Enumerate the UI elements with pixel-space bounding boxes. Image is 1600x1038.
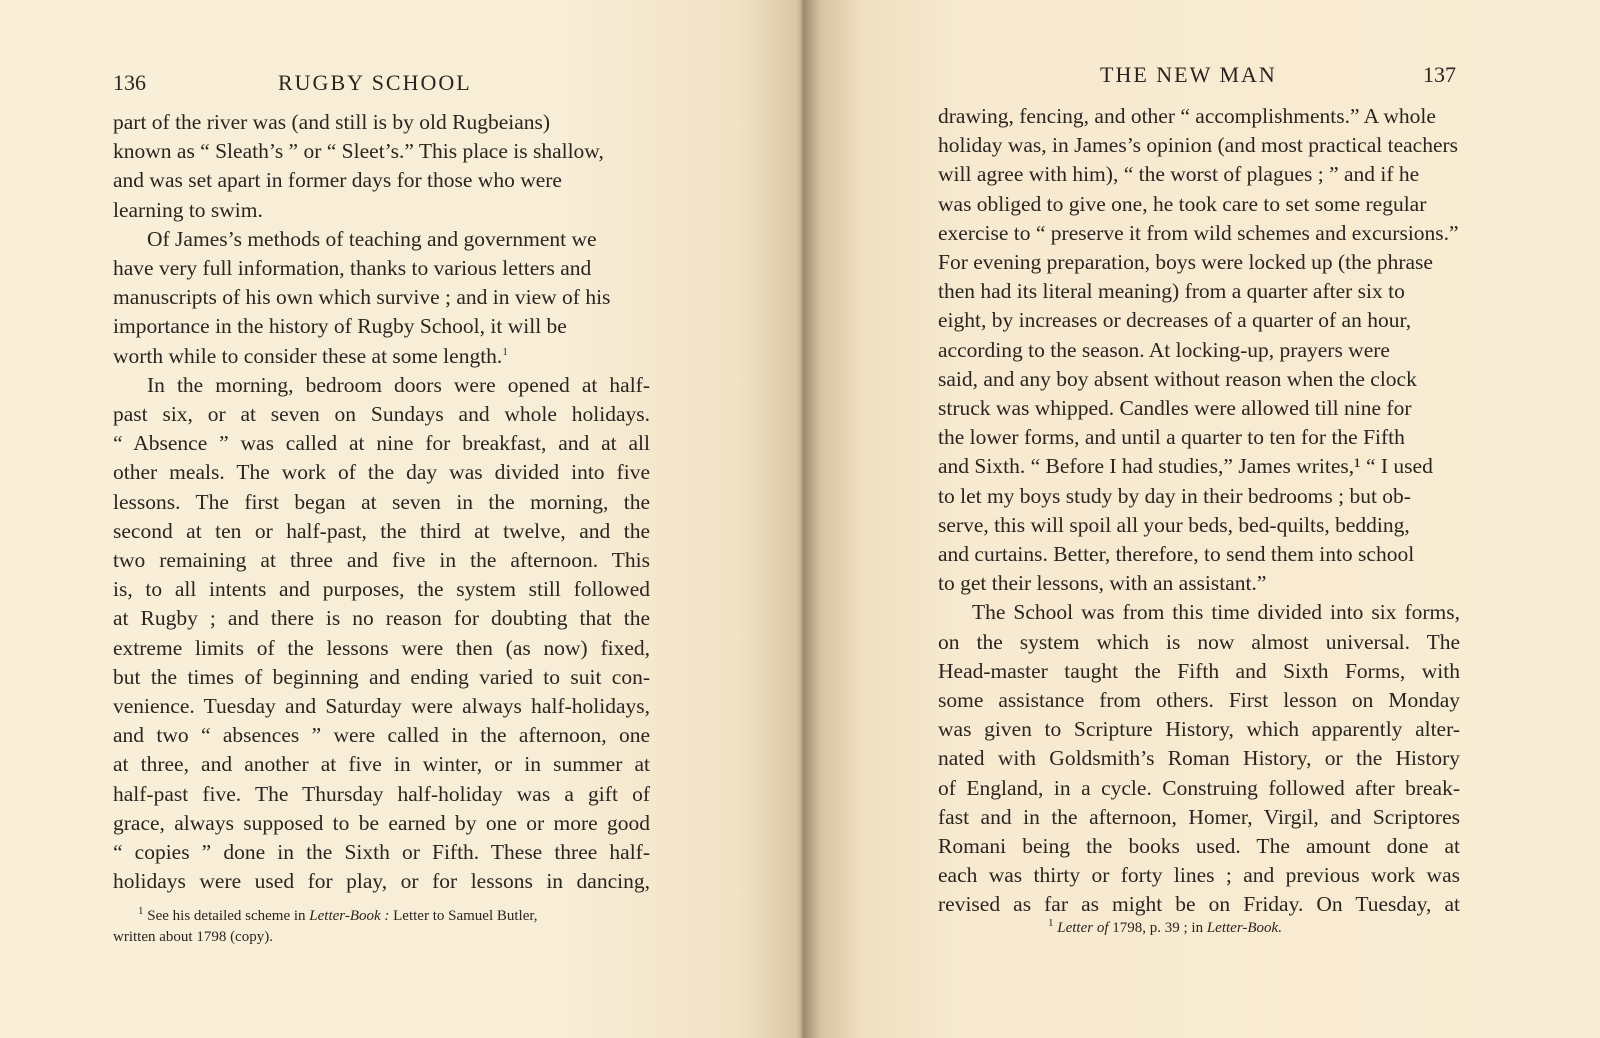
text-line: grace, always supposed to be earned by one or more good <box>113 810 650 835</box>
text-line: In the morning, bedroom doors were opened at half- <box>147 372 650 397</box>
text-line: at Rugby ; and there is no reason for doubting that the <box>113 606 650 631</box>
footnote-marker: 1 <box>1048 917 1054 929</box>
text-line: each was thirty or forty lines ; and previous work was <box>938 863 1460 888</box>
text-line: The School was from this time divided into six forms, <box>972 600 1460 625</box>
footnote-marker: 1 <box>138 905 144 917</box>
text-line: Romani being the books used. The amount done at <box>938 834 1460 859</box>
text-line: eight, by increases or decreases of a quarter of an hour, <box>938 308 1412 333</box>
text-line: manuscripts of his own which survive ; and in view of his <box>113 285 611 310</box>
text-line: part of the river was (and still is by old Rugbeians) <box>113 110 551 134</box>
footnote-text: 1798, p. 39 ; in <box>1108 920 1207 936</box>
text-line: other meals. The work of the day was divided into five <box>113 460 650 485</box>
text-line: have very full information, thanks to various letters and <box>113 256 592 281</box>
text-line: drawing, fencing, and other “ accomplishments.” A whole <box>938 104 1436 128</box>
text-line: two remaining at three and five in the afternoon. This <box>113 548 650 573</box>
text-line: serve, this will spoil all your beds, bed-quilts, bedding, <box>938 512 1410 537</box>
left-paragraph-1 <box>113 108 650 225</box>
left-running-head: RUGBY SCHOOL <box>278 70 472 95</box>
text-line: importance in the history of Rugby School, it will be <box>113 314 567 339</box>
left-body-text <box>113 108 650 896</box>
text-line: of England, in a cycle. Construing followed after break- <box>938 775 1460 800</box>
footnote-italic: Letter-Book : <box>309 908 390 924</box>
text-line: and two “ absences ” were called in the afternoon, one <box>113 723 650 748</box>
left-paragraph-2 <box>113 225 650 371</box>
right-running-head: THE NEW MAN <box>1100 62 1277 87</box>
text-line: holidays were used for play, or for lessons in dancing, <box>113 869 650 894</box>
text-line: exercise to “ preserve it from wild schemes and excursions.” <box>938 220 1459 245</box>
text-line: at three, and another at five in winter, or in summer at <box>113 752 650 777</box>
text-line: was given to Scripture History, which apparently alter- <box>938 717 1460 742</box>
text-line: Head-master taught the Fifth and Sixth Forms, with <box>938 658 1460 683</box>
text-line: lessons. The first began at seven in the morning, the <box>113 489 650 514</box>
text-line: to get their lessons, with an assistant.” <box>938 571 1267 596</box>
footnote-text: Letter to Samuel Butler, <box>389 908 538 924</box>
text-line: known as “ Sleath’s ” or “ Sleet’s.” This place is shallow, <box>113 139 604 164</box>
footnote-italic: Letter of <box>1057 920 1109 936</box>
text-line: said, and any boy absent without reason when the clock <box>938 366 1417 391</box>
text-line: and Sixth. “ Before I had studies,” James writes,¹ “ I used <box>938 454 1433 479</box>
text-line: fast and in the afternoon, Homer, Virgil, and Scriptores <box>938 804 1460 829</box>
text-line: was obliged to give one, he took care to set some regular <box>938 191 1427 216</box>
text-line: holiday was, in James’s opinion (and most practical teachers <box>938 133 1459 158</box>
text-line: to let my boys study by day in their bedrooms ; but ob- <box>938 483 1411 508</box>
text-line: “ Absence ” was called at nine for breakfast, and at all <box>113 431 650 456</box>
text-line: according to the season. At locking-up, prayers were <box>938 337 1390 362</box>
text-line: Of James’s methods of teaching and government we <box>147 226 597 251</box>
right-footnote <box>1048 918 1468 939</box>
text-line: extreme limits of the lessons were then (as now) fixed, <box>113 635 650 660</box>
right-body-text <box>938 102 1460 920</box>
text-line: struck was whipped. Candles were allowed till nine for <box>938 396 1412 421</box>
text-line: but the times of beginning and ending varied to suit con- <box>113 664 650 689</box>
text-line: and was set apart in former days for those who were <box>113 168 562 193</box>
text-line: “ copies ” done in the Sixth or Fifth. These three half- <box>113 840 650 865</box>
right-paragraph-2 <box>938 598 1460 919</box>
footnote-italic: Letter-Book. <box>1206 920 1282 936</box>
text-line: some assistance from others. First lesson on Monday <box>938 688 1460 713</box>
text-line: the lower forms, and until a quarter to ten for the Fifth <box>938 425 1405 450</box>
text-line: on the system which is now almost universal. The <box>938 629 1460 654</box>
text-line: worth while to consider these at some length. <box>113 343 503 368</box>
footnote-line-2: written about 1798 (copy). <box>113 929 273 945</box>
text-line: past six, or at seven on Sundays and whole holidays. <box>113 402 650 427</box>
left-paragraph-3 <box>113 371 650 897</box>
left-page-number: 136 <box>113 70 146 95</box>
text-line: second at ten or half-past, the third at twelve, and the <box>113 518 650 543</box>
right-paragraph-1 <box>938 102 1460 598</box>
text-line: and curtains. Better, therefore, to send them into school <box>938 542 1415 567</box>
right-page <box>804 0 1600 1038</box>
text-line: is, to all intents and purposes, the system still followed <box>113 577 650 602</box>
left-footnote <box>113 906 658 948</box>
footnote-reference: 1 <box>502 345 508 358</box>
text-line: will agree with him), “ the worst of plagues ; ” and if he <box>938 162 1420 187</box>
text-line: learning to swim. <box>113 197 263 222</box>
text-line: For evening preparation, boys were locked up (the phrase <box>938 250 1433 275</box>
text-line: half-past five. The Thursday half-holiday was a gift of <box>113 781 650 806</box>
text-line: then had its literal meaning) from a quarter after six to <box>938 279 1405 304</box>
text-line: revised as far as might be on Friday. On Tuesday, at <box>938 892 1460 917</box>
right-page-number: 137 <box>1423 62 1456 87</box>
footnote-text: See his detailed scheme in <box>147 908 310 924</box>
text-line: nated with Goldsmith’s Roman History, or the History <box>938 746 1460 771</box>
text-line: venience. Tuesday and Saturday were always half-holidays, <box>113 694 650 719</box>
